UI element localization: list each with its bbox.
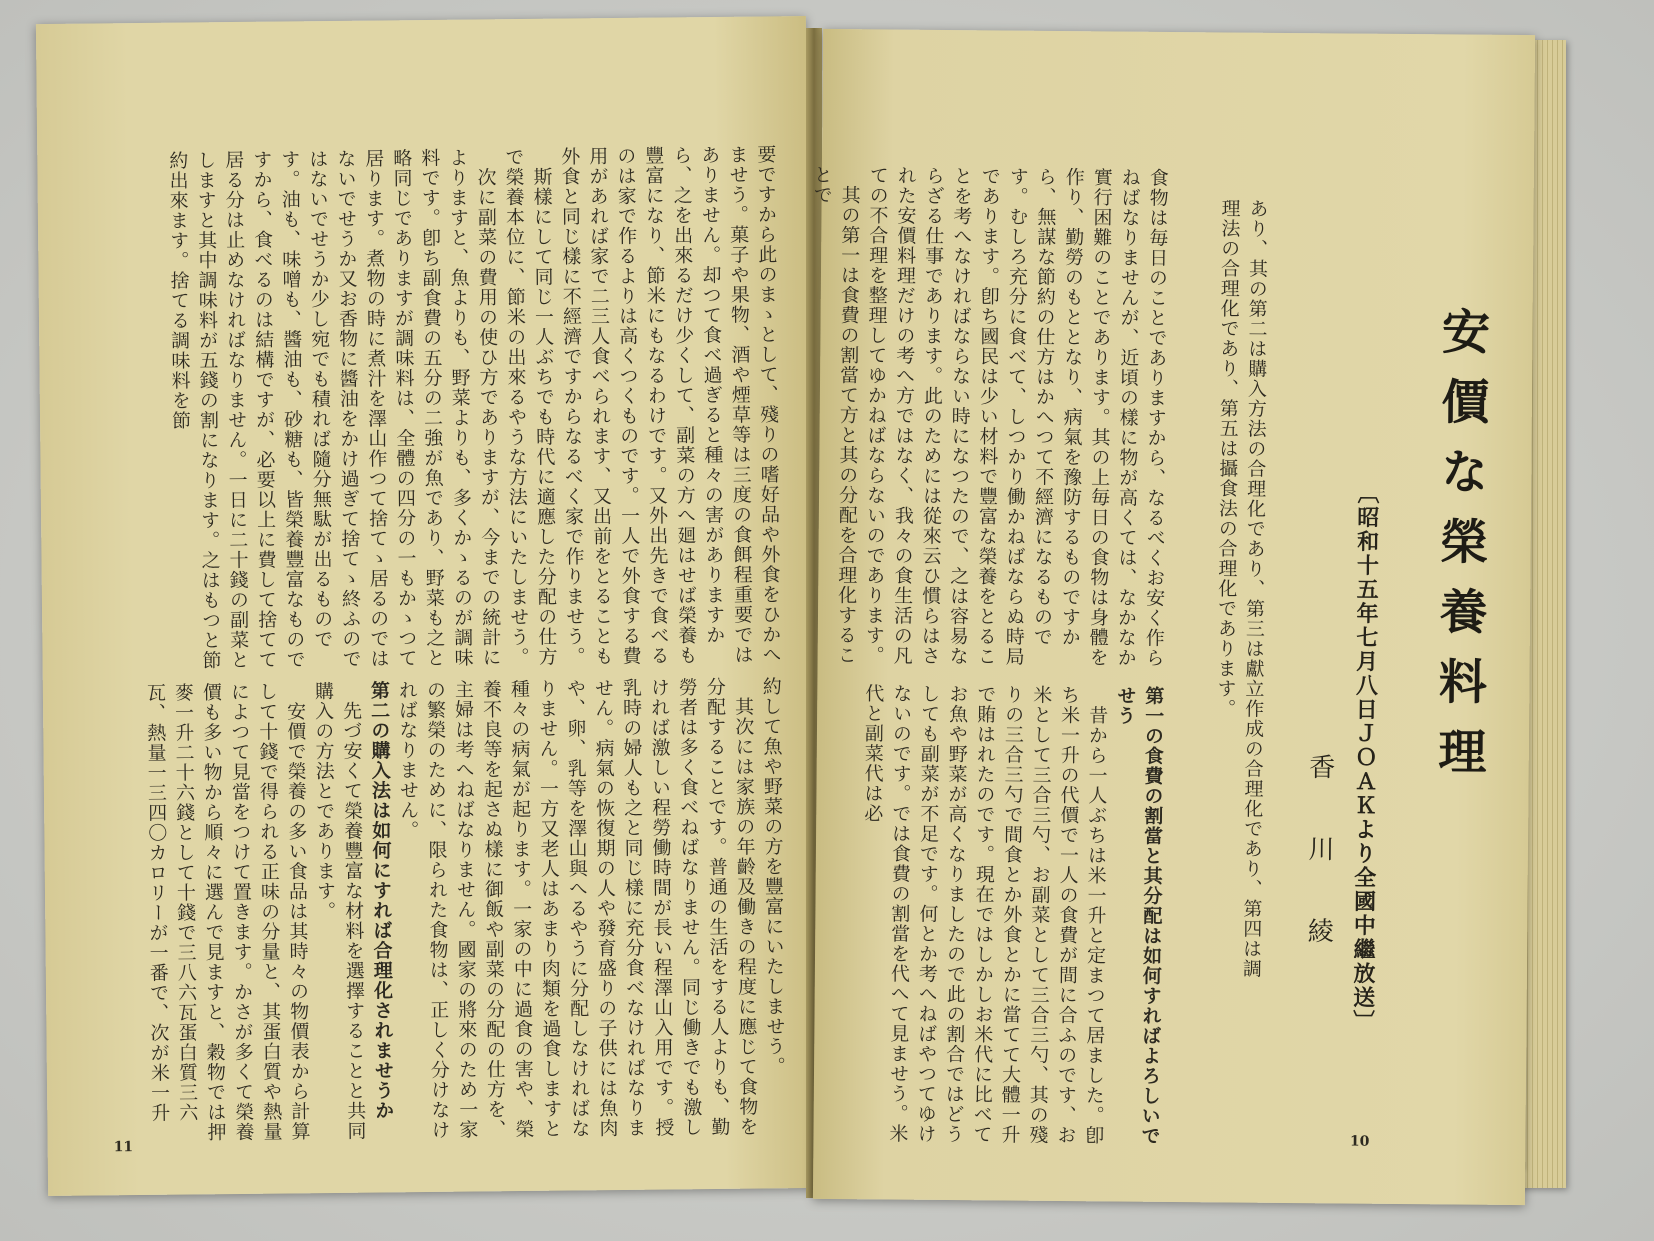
right-page-lower-text: 昔から一人ぶちは米一升と定まつて居ました。卽ち米一升の代價で一人の食費が間に合ふのです、お米として三合三勺、お副菜として三合三勺、其の殘りの三合三勺で間食とか外食とかに當てて大體一升で賄はれたのです。現在ではしかしお米代に比べてお魚や野菜が高くなりましたので此の割合ではどうしても副菜が不足です。何とか考へねばやつてゆけないのです。では食費の割當を代へて見ませう。米代と副菜代は必: [861, 683, 1109, 1146]
right-page-intro-text: あり、其の第二は購入方法の合理化であり、第三は獻立作成の合理化であり、第四は調理法の合理化であり、第五は攝食法の合理化であります。: [1214, 198, 1269, 979]
right-page-lower-block: [823, 683, 1167, 1156]
article-author: 香川綾: [1302, 753, 1335, 1000]
left-page-after-heading: 先づ安くて榮養豐富な材料を選擇することと共同購入の方法とであります。 安價で榮養の多い食品は其時々の物價表から計算して十錢で得られる正味の分量と、其蛋白質や熱量によつて見當をつけて置きます。かさが多くて榮養價も多い物から順々に選んで見ますと、穀物では押麥一升二十六錢として十錢で三八六瓦蛋白質三六瓦、熱量一三四〇カロリーが一番で、次が米一升: [143, 680, 367, 1143]
right-page-upper-text: 食物は毎日のことでありますから、なるべくお安く作らねばなりませんが、近頃の樣に物が高くては、なかなか實行困難のことであります。其の上毎日の食物は身體を作り、勤勞のもととなり、病氣を豫防するものですから、無謀な節約の仕方はかへつて不經濟になるものです。むしろ充分に食べて、しつかり働かねばならぬ時局であります。卽ち國民は少い材料で豐富な榮養をとることを考へなければならない時になつたので、之は容易ならざる仕事であります。此のためには從來云ひ慣らはされた安價料理だけの考へ方ではなく、我々の食生活の凡ての不合理を整理してゆかねばならないのであります。 其の第一は食費の割當て方と其の分配を合理化することで: [810, 164, 1169, 668]
left-page-number: 11: [113, 1139, 134, 1156]
left-page-upper-text: 要ですから此のまゝとして、殘りの嗜好品や外食をひかへませう。菓子や果物、酒や煙草等は三度の食餌程重要ではありません。却つて食べ過ぎると種々の害がありますから、之を出來るだけ少くして、副菜の方へ廻はせば榮養も豐富になり、節米にもなるわけです。又外出先きで食べるのは家で作るよりは高くつくものです。一人で外食する費用があれば家で二三人食べられます、又出前をとることも外食と同じ樣に不經濟ですからなるべく家で作りませう。 斯樣にして同じ一人ぶちでも時代に適應した分配の仕方で榮養本位に、節米の出來るやうな方法にいたしませう。 次に副菜の費用の使ひ方でありますが、今までの統計によりますと、魚よりも、野菜よりも、多くかゝるのが調味料です。卽ち副食費の五分の二強が魚であり、野菜も之と略同じでありますが調味料は、全體の四分の一もかゝつて居ります。煮物の時に煮汁を澤山作つて捨てゝ居るのではないでせうか又お香物に醬油をかけ過ぎて捨てゝ終ふのではないでせうか少し宛でも積れば隨分無駄が出るものです。油も、味噌も、醬油も、砂糖も、皆榮養豐富なものですから、食べるのは結構ですが、必要以上に費して捨てて居る分は止めなければなりません。一日に二十錢の副菜としますと其中調味料が五錢の割になります。之はもつと節約出來ます。捨てる調味料を節: [166, 144, 782, 671]
left-page-lower-text: 約して魚や野菜の方を豐富にいたしませう。 其次には家族の年齡及働きの程度に應じて食物を分配することです。普通の生活をする人よりも、勤勞者は多く食べねばなりません。同じ働きでも激しければ激しい程勞働時間が長い程澤山入用です。授乳時の婦人も之と同じ樣に充分食べなければなりません。病氣の恢復期の人や發育盛りの子供には魚肉や、卵、乳等を澤山與へるやうに分配しなければなりません。一方又老人はあまり肉類を過食しますと種々の病氣が起ります。一家の中に過食の害や、榮養不良等を起さぬ樣に御飯や副菜の分配の仕方を、主婦は考へねばなりません。國家の將來のため一家の繁榮のために、限られた食物は、正しく分けなければなりません。: [395, 676, 786, 1141]
right-page-number: 10: [1349, 1133, 1370, 1150]
left-page-lower-block: [143, 676, 790, 1151]
article-subtitle: 〔昭和十五年七月八日ＪＯＡＫより全國中繼放送〕: [1349, 481, 1381, 1034]
left-page: [36, 16, 818, 1196]
right-page-section-heading: 第一の食費の割當と其分配は如何すればよろしいでせう: [1114, 685, 1165, 1146]
left-page-section-heading: 第二の購入法は如何にすれば合理化されませうか: [367, 680, 395, 1121]
article-title: 安價な榮養料理: [1429, 306, 1490, 797]
right-page: [810, 29, 1535, 1205]
